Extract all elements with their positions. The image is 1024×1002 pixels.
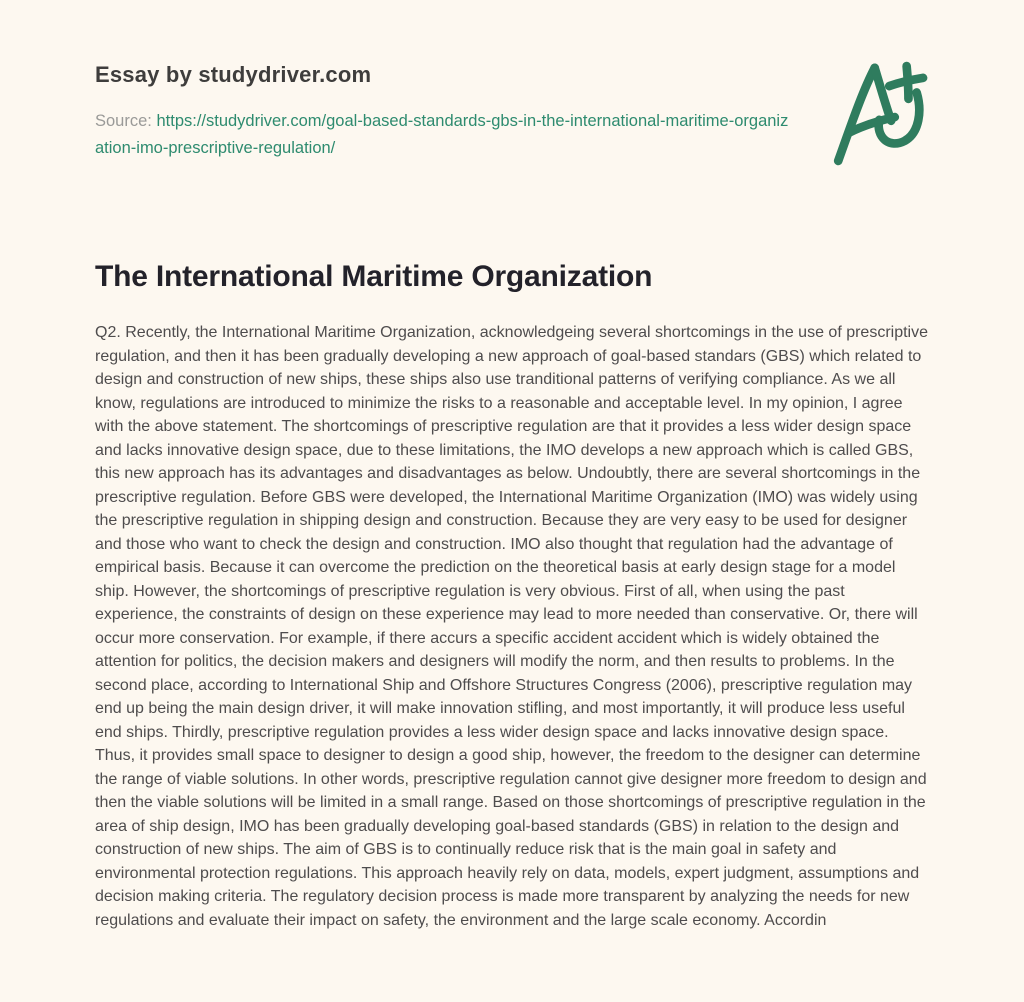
source-line: [95, 108, 795, 162]
essay-title: The International Maritime Organization: [95, 260, 653, 293]
source-link[interactable]: https://studydriver.com/goal-based-standards-gbs-in-the-international-maritime-organization-imo-prescriptive-regulation/: [95, 112, 789, 157]
page-heading: Essay by studydriver.com: [95, 62, 372, 87]
source-label: Source:: [95, 112, 152, 130]
a-plus-logo-icon: [824, 56, 940, 170]
essay-article: [95, 258, 928, 932]
page-header: [95, 62, 928, 162]
essay-body: Q2. Recently, the International Maritime Organization, acknowledgeing several shortcomings in the use of prescriptive regulation, and then it has been gradually developing a new approach of goal-based standars (GBS) which related to design and construction of new ships, these ships also use tranditional patterns of verifying compliance. As we all know, regulations are introduced to minimize the risks to a reasonable and acceptable level. In my opinion, I agree with the above statement. The shortcomings of prescriptive regulation are that it provides a less wider design space and lacks innovative design space, due to these limitations, the IMO develops a new approach which is called GBS, this new approach has its advantages and disadvantages as below. Undoubtly, there are several shortcomings in the prescriptive regulation. Before GBS were developed, the International Maritime Organization (IMO) was widely using the prescriptive regulation in shipping design and construction. Because they are very easy to be used for designer and those who want to check the design and construction. IMO also thought that regulation had the advantage of empirical basis. Because it can overcome the prediction on the theoretical basis at early design stage for a model ship. However, the shortcomings of prescriptive regulation is very obvious. First of all, when using the past experience, the constraints of design on these experience may lead to more needed than conservative. Or, there will occur more conservation. For example, if there accurs a specific accident accident which is widely obtained the attention for politics, the decision makers and designers will modify the norm, and then results to problems. In the second place, according to International Ship and Offshore Structures Congress (2006), prescriptive regulation may end up being the main design driver, it will make innovation stifling, and most importantly, it will produce less useful end ships. Thirdly, prescriptive regulation provides a less wider design space and lacks innovative design space. Thus, it provides small space to designer to design a good ship, however, the freedom to the designer can determine the range of viable solutions. In other words, prescriptive regulation cannot give designer more freedom to design and then the viable solutions will be limited in a small range. Based on those shortcomings of prescriptive regulation in the area of ship design, IMO has been gradually developing goal-based standards (GBS) in relation to the design and construction of new ships. The aim of GBS is to continually reduce risk that is the main goal in safety and environmental protection regulations. This approach heavily rely on data, models, expert judgment, assumptions and decision making criteria. The regulatory decision process is made more transparent by analyzing the needs for new regulations and evaluate their impact on safety, the environment and the large scale economy. Accordin: [95, 324, 929, 929]
